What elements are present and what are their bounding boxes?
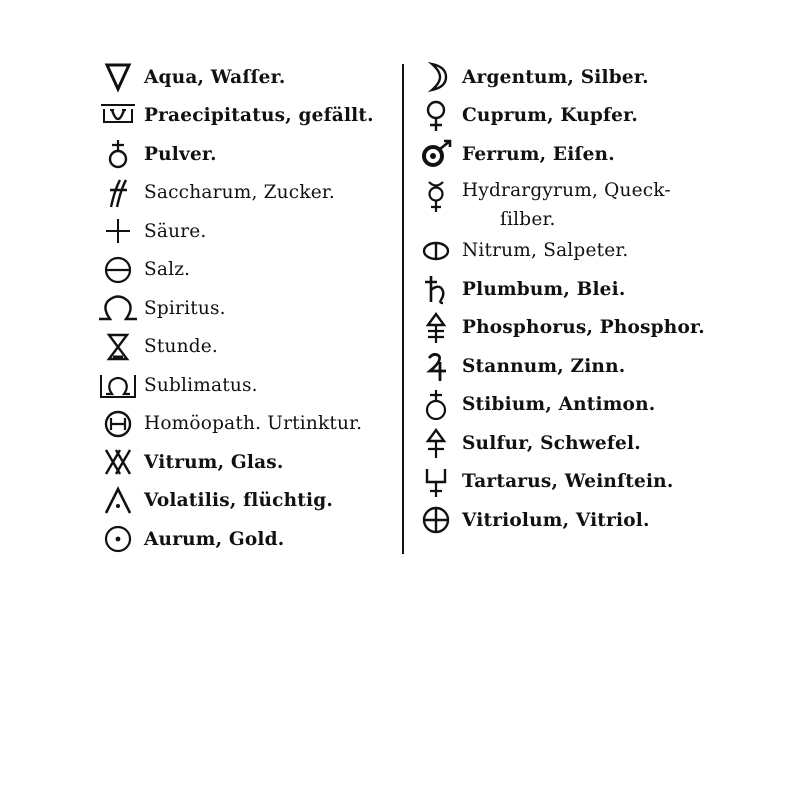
entry-label: Spiritus.: [144, 297, 226, 319]
entry-label: Aurum, Gold.: [144, 528, 285, 550]
sublimatus-icon: [92, 368, 144, 402]
entry-label: Vitrum, Glas.: [144, 451, 284, 473]
entry-label: Volatilis, flüchtig.: [144, 490, 334, 512]
list-item: [410, 97, 730, 136]
entry-label: Homöopath. Urtinktur.: [144, 413, 363, 435]
list-item: [410, 463, 730, 502]
entry-label: Salz.: [144, 259, 191, 281]
plus-icon: [92, 214, 144, 248]
hourglass-icon: [92, 330, 144, 364]
entry-label: Säure.: [144, 220, 207, 242]
entry-label: Praecipitatus, gefällt.: [144, 105, 374, 127]
list-item: [410, 174, 730, 232]
list-item: [92, 174, 397, 213]
entry-label: Tartarus, Weinſtein.: [462, 471, 674, 493]
entry-label: [462, 180, 671, 230]
jupiter-icon: [410, 349, 462, 383]
left-column: [92, 58, 397, 559]
omega-icon: [92, 291, 144, 325]
list-item: [410, 347, 730, 386]
list-item: [410, 270, 730, 309]
nitrum-icon: [410, 234, 462, 268]
sulfur-icon: [410, 426, 462, 460]
saturn-icon: [410, 272, 462, 306]
vitriol-icon: [410, 503, 462, 537]
list-item: [410, 135, 730, 174]
entry-label-line-1: Hydrargyrum, Queck-: [462, 179, 671, 201]
ff-icon: [92, 176, 144, 210]
tartarus-icon: [410, 465, 462, 499]
entry-label: Argentum, Silber.: [462, 66, 649, 88]
column-divider: [402, 64, 404, 554]
list-item: [92, 366, 397, 405]
entry-label: Ferrum, Eiſen.: [462, 143, 615, 165]
entry-label: Aqua, Waſſer.: [144, 66, 286, 88]
list-item: [410, 386, 730, 425]
list-item: [92, 289, 397, 328]
theta-h-icon: [92, 407, 144, 441]
entry-label: Sulfur, Schwefel.: [462, 432, 641, 454]
entry-label: Phosphorus, Phosphor.: [462, 317, 705, 339]
list-item: [410, 309, 730, 348]
entry-label: Cuprum, Kupfer.: [462, 105, 639, 127]
entry-label: Plumbum, Blei.: [462, 278, 626, 300]
pulver-icon: [92, 137, 144, 171]
entry-label-line-2: ſilber.: [500, 208, 556, 230]
list-item: [410, 232, 730, 271]
entry-label: Stannum, Zinn.: [462, 355, 626, 377]
antimony-icon: [410, 388, 462, 422]
circle-bar-icon: [92, 253, 144, 287]
praecipitatus-icon: [92, 99, 144, 133]
entry-label: Vitriolum, Vitriol.: [462, 509, 650, 531]
venus-icon: [410, 99, 462, 133]
list-item: [410, 501, 730, 540]
entry-label: Stibium, Antimon.: [462, 394, 656, 416]
list-item: [92, 443, 397, 482]
mercury-icon: [410, 180, 462, 214]
right-column: [410, 58, 730, 540]
entry-label: Saccharum, Zucker.: [144, 182, 336, 204]
entry-label: Sublimatus.: [144, 374, 258, 396]
circle-dot-icon: [92, 522, 144, 556]
list-item: [92, 520, 397, 559]
moon-icon: [410, 60, 462, 94]
list-item: [92, 251, 397, 290]
list-item: [410, 58, 730, 97]
mars-icon: [410, 137, 462, 171]
list-item: [92, 328, 397, 367]
phosphorus-icon: [410, 311, 462, 345]
entry-label: Nitrum, Salpeter.: [462, 240, 629, 262]
list-item: [92, 212, 397, 251]
list-item: [92, 58, 397, 97]
list-item: [92, 405, 397, 444]
list-item: [92, 97, 397, 136]
triangle-down-icon: [92, 60, 144, 94]
list-item: [92, 482, 397, 521]
double-x-icon: [92, 445, 144, 479]
list-item: [410, 424, 730, 463]
caret-dot-icon: [92, 484, 144, 518]
entry-label: Pulver.: [144, 143, 217, 165]
list-item: [92, 135, 397, 174]
entry-label: Stunde.: [144, 336, 219, 358]
